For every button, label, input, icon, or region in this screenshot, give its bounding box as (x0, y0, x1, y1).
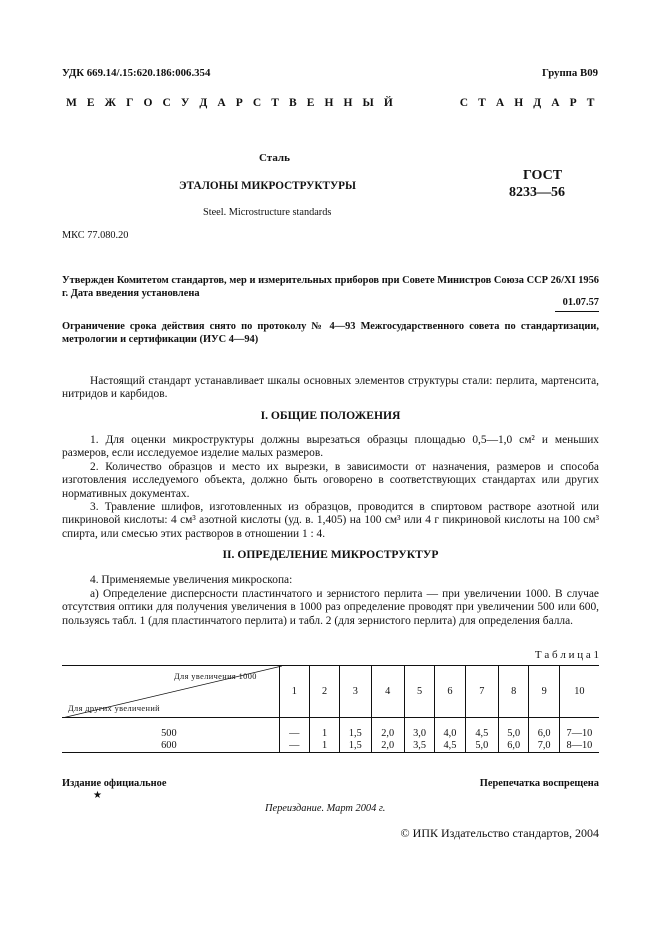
official-edition: Издание официальное (62, 778, 167, 789)
section-1-paragraph-2: 2. Количество образцов и место их вырезки, в зависимости от назначения, размеров и способа изготовления исследуемого объекта, должно быть оговорено в соответствующих стандартах или других нормативных документах. (62, 461, 599, 500)
table-row (62, 740, 599, 753)
section-2-title: II. ОПРЕДЕЛЕНИЕ МИКРОСТРУКТУР (222, 548, 439, 561)
group-code: Группа В09 (542, 67, 598, 79)
column-header: 5 (404, 666, 434, 718)
table-cell: 1 (309, 728, 339, 740)
table-cell: 7,0 (529, 740, 559, 753)
column-header: 1 (279, 666, 309, 718)
table-cell: 4,5 (435, 740, 465, 753)
table-cell: 8—10 (566, 739, 593, 751)
standard-label: С Т А Н Д А Р Т (459, 97, 598, 109)
approval-text: Утвержден Комитетом стандартов, мер и измерительных приборов при Совете Министров Союза ССР 26/XI 1956 г. Дата введения установлена (62, 275, 599, 300)
section-2-paragraph-4a: а) Определение дисперсности пластинчатого и зернистого перлита — при увеличении 1000. В случае отсутствия оптики для получения увеличения в 1000 раз определение проводят при увеличении 500 или 600, пользуясь табл. 1 (для пластинчатого перлита) и табл. 2 (для зернистого перлита) для определения балла. (62, 588, 599, 627)
table-cell: 4,0 (435, 728, 465, 740)
interstate-label: М Е Ж Г О С У Д А Р С Т В Е Н Н Ы Й (66, 97, 397, 109)
star-icon: ★ (93, 790, 102, 801)
table-cell: 3,0 (404, 728, 434, 740)
column-header: 9 (529, 666, 559, 718)
table-spacer-row (62, 718, 599, 728)
row-label: 600 (62, 740, 279, 753)
gost-number: 8233—56 (509, 185, 565, 200)
table-cell: 1,5 (340, 740, 371, 753)
table-cell: 4,5 (465, 728, 498, 740)
table-cell: 1 (309, 740, 339, 753)
table-cell: 2,0 (371, 728, 404, 740)
restriction-text: Ограничение срока действия снято по протоколу № 4—93 Межгосударственного совета по стандартизации, метрологии и сертификации (ИУС 4—94) (62, 321, 599, 346)
intro-paragraph: Настоящий стандарт устанавливает шкалы основных элементов структуры стали: перлита, мартенсита, нитридов и карбидов. (62, 375, 599, 401)
table-cell: 5,0 (465, 740, 498, 753)
english-title: Steel. Microstructure standards (203, 207, 332, 218)
table-header-row (62, 666, 599, 718)
copyright: © ИПК Издательство стандартов, 2004 (400, 826, 599, 840)
column-header: 10 (574, 686, 585, 697)
table-cell: 6,0 (529, 728, 559, 740)
table-row (62, 728, 599, 740)
column-header: 2 (309, 666, 339, 718)
row-label: 500 (62, 728, 279, 740)
column-header: 3 (340, 666, 371, 718)
standard-title: ЭТАЛОНЫ МИКРОСТРУКТУРЫ (179, 180, 356, 192)
table-cell: — (279, 740, 309, 753)
section-2-paragraph-4: 4. Применяемые увеличения микроскопа: (90, 574, 293, 586)
reprint-notice: Перепечатка воспрещена (479, 778, 599, 789)
table-cell: 3,5 (404, 740, 434, 753)
table-cell: 2,0 (371, 740, 404, 753)
table-cell: 7—10 (566, 728, 593, 739)
gost-label: ГОСТ (523, 168, 563, 183)
header-other-magnifications: Для других увеличений (68, 704, 161, 713)
header-magnification-1000: Для увеличения 1000 (174, 672, 257, 681)
material-title: Сталь (259, 152, 290, 164)
effective-date: 01.07.57 (562, 297, 599, 308)
table-cell: — (279, 728, 309, 740)
column-header: 7 (465, 666, 498, 718)
table-cell: 6,0 (499, 740, 529, 753)
section-1-title: I. ОБЩИЕ ПОЛОЖЕНИЯ (260, 409, 401, 422)
table-header-diagonal-cell (62, 666, 279, 718)
date-underline (555, 311, 599, 312)
column-header: 8 (499, 666, 529, 718)
table-cell: 1,5 (340, 728, 371, 740)
section-1-paragraph-3: 3. Травление шлифов, изготовленных из образцов, проводится в спиртовом растворе азотной или пикриновой кислоты: 4 см³ азотной кислоты (уд. в. 1,405) на 100 см³ или 4 г пикриновой кислоты на 100 см³ спирта, или смесью этих растворов в отношении 1 : 4. (62, 501, 599, 540)
section-1-paragraph-1: 1. Для оценки микроструктуры должны вырезаться образцы площадью 0,5—1,0 см² и меньших размеров, если исследуемое изделие малых размеров. (62, 434, 599, 460)
mks-code: МКС 77.080.20 (62, 230, 129, 241)
column-header: 6 (435, 666, 465, 718)
reissue-note: Переиздание. Март 2004 г. (265, 803, 386, 814)
udk-code: УДК 669.14/.15:620.186:006.354 (62, 67, 211, 79)
table-1-caption: Т а б л и ц а 1 (534, 649, 599, 661)
table-1 (62, 665, 599, 753)
table-cell: 5,0 (499, 728, 529, 740)
column-header: 4 (371, 666, 404, 718)
